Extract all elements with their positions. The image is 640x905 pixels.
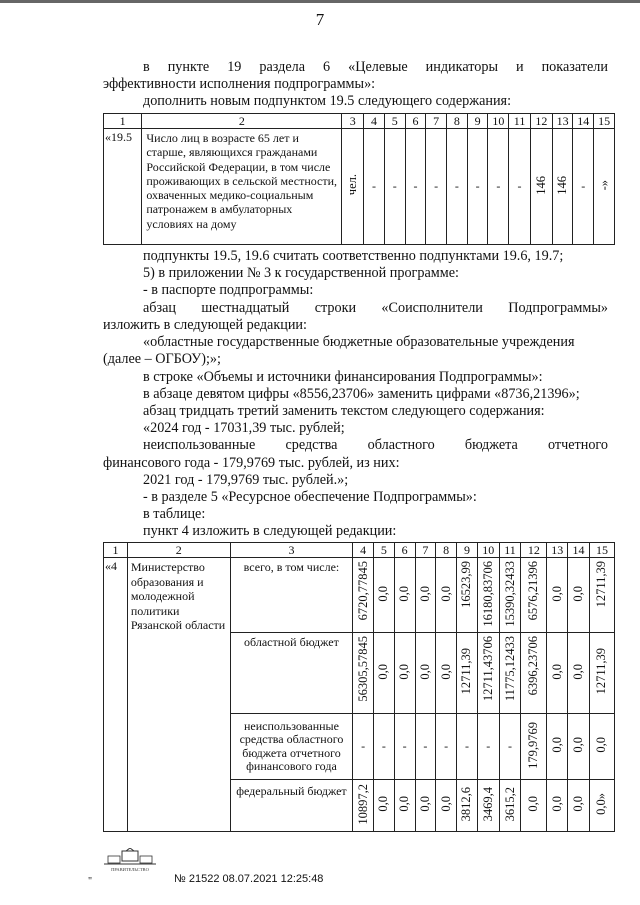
header-cell: 14 [568,543,590,558]
value: 0,0 [376,585,391,602]
text-line: 2021 год - 179,9769 тыс. рублей.»; [143,472,349,488]
word: 19 [227,59,242,75]
text-line: (далее – ОГБОУ);»; [103,351,221,367]
value: 0,0 [549,796,564,812]
value-cell [394,558,415,633]
value: 0,0 [526,796,541,812]
row-number: «4 [104,558,128,832]
value: 0,0 [571,663,586,680]
source-label: неиспользованные средства областного бюджета отчетного финансового года [230,714,353,780]
word: 6 [323,59,331,75]
value: 0,0 [438,585,453,602]
indicator-table [103,113,615,245]
header-cell: 9 [467,114,488,129]
header-cell: 11 [509,114,531,129]
text-line-justified [143,300,608,317]
header-cell: 8 [447,114,468,129]
value: 12711,39 [594,561,609,608]
source-label: всего, в том числе: [230,558,353,633]
value-cell [499,558,521,633]
header-cell: 9 [457,543,478,558]
header-cell: 6 [405,114,426,129]
value: 0,0 [417,585,432,602]
value-cell [457,780,478,832]
value-cell [415,558,436,633]
text-line: финансового года - 179,9769 тыс. рублей, из них: [103,455,400,471]
value-cell [499,633,521,714]
resource-table [103,542,615,832]
value-cell: - [509,129,531,245]
text-line: абзац тридцать третий заменить текстом следующего содержания: [143,403,545,419]
word: отчетного [548,437,608,453]
value-cell [547,558,568,633]
value: 0,0 [376,663,391,680]
text-line-justified [143,437,608,454]
value-cell [547,714,568,780]
value: 0,0 [594,737,609,753]
value-cell [457,633,478,714]
header-cell: 5 [374,543,395,558]
table-row [104,129,615,245]
value: 0,0 [571,737,586,753]
value-cell [589,558,614,633]
intro-line-2: эффективности исполнения подпрограммы»: [103,76,376,92]
text-line: в таблице: [143,506,206,522]
value: 0,0 [397,796,412,812]
value: 16523,99 [459,561,474,608]
value-cell [415,633,436,714]
value: 6396,23706 [526,636,541,696]
word: «Соисполнители [381,300,483,316]
value: 16180,83706 [480,561,495,627]
stamp-text: ПРАВИТЕЛЬСТВО [111,867,149,872]
word: абзац [143,300,177,316]
value: 0,0 [417,663,432,680]
word: строки [314,300,357,316]
table-row [104,558,615,633]
value: 12711,39 [459,648,474,695]
text-line: подпункты 19.5, 19.6 считать соответственно подпунктами 19.6, 19.7; [143,248,564,264]
value-cell [477,780,499,832]
value-cell [594,129,615,245]
text-line: в строке «Объемы и источники финансирования Подпрограммы»: [143,369,543,385]
value-cell [353,780,374,832]
text-line: - в паспорте подпрограммы: [143,282,314,298]
header-cell: 14 [573,114,594,129]
value-cell [552,129,573,245]
value-cell [568,558,590,633]
value: 146 [555,175,570,195]
value: 0,0 [571,796,586,812]
header-cell: 11 [499,543,521,558]
value-cell [530,129,552,245]
word: раздела [259,59,306,75]
value-cell [374,633,395,714]
text-line: пункт 4 изложить в следующей редакции: [143,523,397,539]
header-cell: 4 [353,543,374,558]
value: 0,0 [417,796,432,812]
value: 15390,32433 [502,561,517,627]
value-cell: - [405,129,426,245]
value-cell: - [426,129,447,245]
word: пункте [167,59,210,75]
organization: Министерство образования и молодежной политики Рязанской области [127,558,230,832]
value-cell [568,633,590,714]
value-cell: - [394,714,415,780]
word: шестнадцатый [201,300,290,316]
value: 0,0 [376,796,391,812]
header-cell: 8 [436,543,457,558]
page-number: 7 [315,10,325,29]
value: 0,0 [549,585,564,602]
value-cell: - [457,714,478,780]
header-cell: 2 [142,114,342,129]
value: 3812,6 [459,786,474,822]
value: 10897,2 [355,783,370,825]
value-cell [547,780,568,832]
word: «Целевые [348,59,408,75]
header-cell: 7 [415,543,436,558]
value-cell [521,714,547,780]
text-line: в абзаце девятом цифры «8556,23706» заменить цифрами «8736,21396»; [143,386,580,402]
text-line: 5) в приложении № 3 к государственной программе: [143,265,459,281]
value: 0,0» [594,793,609,815]
header-cell: 12 [521,543,547,558]
value: 0,0 [397,585,412,602]
header-cell: 13 [552,114,573,129]
header-cell: 6 [394,543,415,558]
header-cell: 13 [547,543,568,558]
word: показатели [541,59,608,75]
value: 12711,43706 [480,636,495,702]
word: бюджета [464,437,518,453]
value-cell [521,633,547,714]
value-cell: - [488,129,509,245]
value-cell: - [447,129,468,245]
value: 0,0 [397,663,412,680]
value: 12711,39 [594,648,609,695]
word: средства [285,437,338,453]
value: -» [596,179,611,191]
text-line: «2024 год - 17031,39 тыс. рублей; [143,420,345,436]
source-label: федеральный бюджет [230,780,353,832]
value: 0,0 [438,663,453,680]
value-cell: - [384,129,405,245]
value-cell [568,714,590,780]
value: 3469,4 [480,786,495,822]
value-cell [477,558,499,633]
header-cell: 1 [104,114,142,129]
table-header-row [104,543,615,558]
value: 6720,77845 [355,561,370,621]
value-cell: - [436,714,457,780]
value: 0,0 [549,737,564,753]
value: 146 [533,175,548,195]
value: 6576,21396 [526,561,541,621]
value-cell [499,780,521,832]
header-cell: 10 [488,114,509,129]
value-cell [374,558,395,633]
value-cell [394,780,415,832]
government-stamp-icon [100,848,160,879]
header-cell: 10 [477,543,499,558]
value-cell: - [499,714,521,780]
table-header-row [104,114,615,129]
intro-line-1 [143,59,608,76]
value-cell: - [353,714,374,780]
value-cell [436,633,457,714]
value-cell [436,780,457,832]
header-cell: 2 [127,543,230,558]
value-cell: - [364,129,385,245]
row-number: «19.5 [104,129,142,245]
header-cell: 15 [589,543,614,558]
value-cell [568,780,590,832]
word: индикаторы [425,59,498,75]
header-cell: 3 [230,543,353,558]
value-cell [589,714,614,780]
word: Подпрограммы» [508,300,608,316]
value-cell [374,780,395,832]
value-cell [353,633,374,714]
value-cell [547,633,568,714]
value-cell [521,558,547,633]
value-cell [394,633,415,714]
value: 3615,2 [502,786,517,822]
unit-cell [342,129,364,245]
intro-line-3: дополнить новым подпунктом 19.5 следующего содержания: [143,93,512,109]
value: 0,0 [438,796,453,812]
header-cell: 12 [530,114,552,129]
header-cell: 1 [104,543,128,558]
value: 11775,12433 [502,636,517,702]
word: областного [367,437,435,453]
value-cell [521,780,547,832]
word: неиспользованные [143,437,256,453]
value-cell [589,780,614,832]
value: 179,9769 [526,721,541,769]
header-cell: 5 [384,114,405,129]
corner-mark: " [88,876,93,887]
value-cell: - [374,714,395,780]
value: 0,0 [571,585,586,602]
source-label: областной бюджет [230,633,353,714]
indicator-name: Число лиц в возрасте 65 лет и старше, являющихся гражданами Российской Федерации, в том числе проживающих в сельской местности, охваченных медико-социальным патронажем в амбулаторных условиях на дому [142,129,342,245]
value-cell [477,633,499,714]
value-cell: - [467,129,488,245]
value-cell [457,558,478,633]
value-cell: - [415,714,436,780]
unit: чел. [345,174,360,196]
value-cell: - [573,129,594,245]
header-cell: 4 [364,114,385,129]
header-cell: 3 [342,114,364,129]
text-line: изложить в следующей редакции: [103,317,307,333]
header-cell: 7 [426,114,447,129]
word: и [516,59,524,75]
value-cell: - [477,714,499,780]
word: в [143,59,150,75]
header-cell: 15 [594,114,615,129]
value-cell [415,780,436,832]
scan-top-edge [0,0,640,3]
text-line: - в разделе 5 «Ресурсное обеспечение Подпрограммы»: [143,489,477,505]
value-cell [353,558,374,633]
document-registration-info: № 21522 08.07.2021 12:25:48 [174,873,324,885]
value: 56305,57845 [355,636,370,702]
text-line: «областные государственные бюджетные образовательные учреждения [143,334,575,350]
value-cell [589,633,614,714]
value: 0,0 [549,663,564,680]
value-cell [436,558,457,633]
